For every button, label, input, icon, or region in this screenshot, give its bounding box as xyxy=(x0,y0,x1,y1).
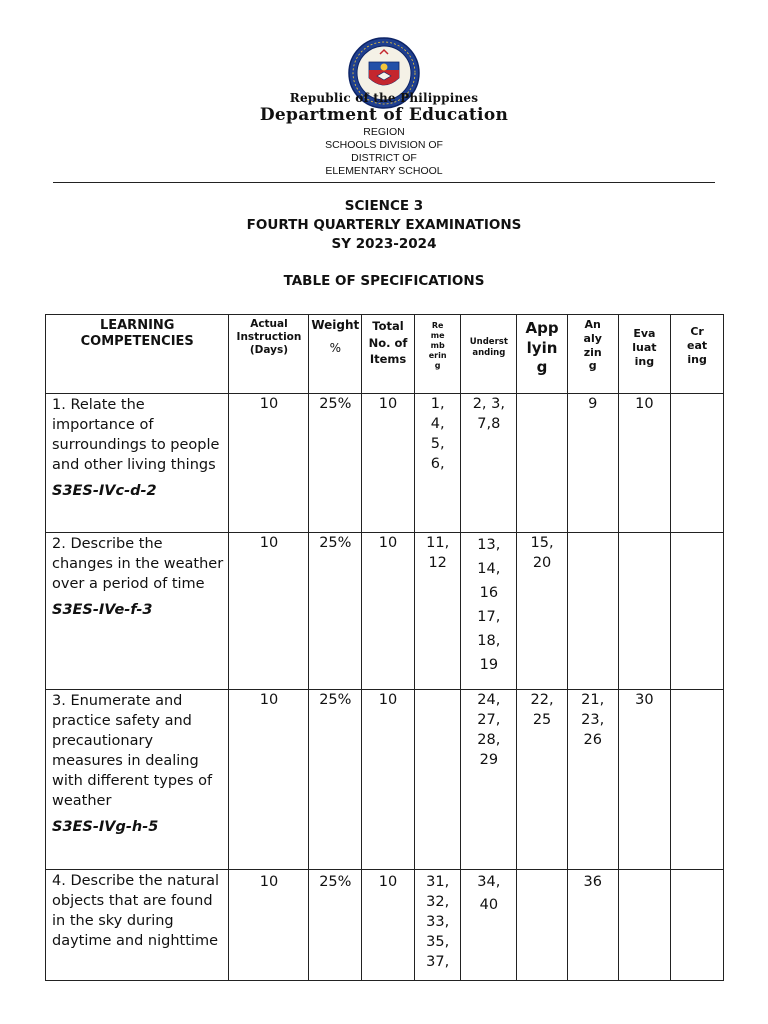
evaluating-cell xyxy=(618,870,671,981)
competency-cell xyxy=(46,690,229,870)
subject-title: SCIENCE 3 xyxy=(344,198,424,214)
weight-cell: 25% xyxy=(309,870,362,981)
col-header-weight xyxy=(309,315,362,394)
competency-code: S3ES-IVe-f-3 xyxy=(52,602,153,618)
division-line: SCHOOLS DIVISION OF xyxy=(325,139,443,151)
republic-line: Republic of the Philippines xyxy=(289,91,479,105)
competency-text: 4. Describe the natural objects that are found in the sky during daytime and nighttime xyxy=(52,873,220,949)
school-year: SY 2023-2024 xyxy=(331,236,437,252)
header-row xyxy=(46,315,724,394)
creating-cell xyxy=(671,533,724,690)
table-row xyxy=(46,394,724,533)
creating-cell xyxy=(671,394,724,533)
creating-cell xyxy=(671,870,724,981)
department-name: Department of Education xyxy=(259,105,509,125)
items-cell: 10 xyxy=(362,690,415,870)
understanding-cell: 34, 40 xyxy=(461,870,517,981)
competency-cell xyxy=(46,533,229,690)
col-header-analyzing: An aly zin g xyxy=(567,315,618,394)
applying-cell xyxy=(517,394,568,533)
weight-cell: 25% xyxy=(309,394,362,533)
remembering-cell xyxy=(414,690,461,870)
exam-title: FOURTH QUARTERLY EXAMINATIONS xyxy=(246,217,522,233)
weight-unit: % xyxy=(329,341,342,355)
days-cell: 10 xyxy=(229,690,309,870)
table-of-specifications xyxy=(45,314,724,981)
table-row xyxy=(46,870,724,981)
analyzing-cell: 21, 23, 26 xyxy=(567,690,618,870)
applying-cell: 22, 25 xyxy=(517,690,568,870)
days-cell: 10 xyxy=(229,394,309,533)
table-row xyxy=(46,533,724,690)
region-line: REGION xyxy=(363,126,405,138)
creating-cell xyxy=(671,690,724,870)
evaluating-cell: 30 xyxy=(618,690,671,870)
items-cell: 10 xyxy=(362,870,415,981)
weight-cell: 25% xyxy=(309,690,362,870)
days-cell: 10 xyxy=(229,870,309,981)
evaluating-cell xyxy=(618,533,671,690)
competency-cell xyxy=(46,394,229,533)
analyzing-cell: 36 xyxy=(567,870,618,981)
analyzing-cell: 9 xyxy=(567,394,618,533)
col-header-actual-days: Actual Instruction (Days) xyxy=(229,315,309,394)
competency-text: 3. Enumerate and practice safety and precautionary measures in dealing with different types of weather xyxy=(52,693,213,809)
weight-cell: 25% xyxy=(309,533,362,690)
header-divider xyxy=(53,182,715,183)
school-line: ELEMENTARY SCHOOL xyxy=(325,165,443,177)
col-header-creating: Cr eat ing xyxy=(671,315,724,394)
remembering-cell: 11, 12 xyxy=(414,533,461,690)
competency-code: S3ES-IVg-h-5 xyxy=(52,819,159,835)
applying-cell xyxy=(517,870,568,981)
competency-cell xyxy=(46,870,229,981)
understanding-cell: 13, 14, 16 17, 18, 19 xyxy=(461,533,517,690)
col-header-evaluating: Eva luat ing xyxy=(618,315,671,394)
weight-label: Weight xyxy=(311,318,360,332)
days-cell: 10 xyxy=(229,533,309,690)
col-header-applying: App lyin g xyxy=(517,315,568,394)
district-line: DISTRICT OF xyxy=(351,152,417,164)
col-header-understanding: Underst anding xyxy=(461,315,517,394)
evaluating-cell: 10 xyxy=(618,394,671,533)
analyzing-cell xyxy=(567,533,618,690)
understanding-cell: 2, 3, 7,8 xyxy=(461,394,517,533)
table-title: TABLE OF SPECIFICATIONS xyxy=(283,273,485,289)
items-cell: 10 xyxy=(362,394,415,533)
remembering-cell: 1, 4, 5, 6, xyxy=(414,394,461,533)
col-header-remembering: Re me mb erin g xyxy=(414,315,461,394)
competency-code: S3ES-IVc-d-2 xyxy=(52,483,157,499)
competency-text: 2. Describe the changes in the weather over a period of time xyxy=(52,536,224,592)
items-cell: 10 xyxy=(362,533,415,690)
col-header-total-items: Total No. of Items xyxy=(362,315,415,394)
applying-cell: 15, 20 xyxy=(517,533,568,690)
remembering-cell: 31, 32, 33, 35, 37, xyxy=(414,870,461,981)
col-header-competencies: LEARNING COMPETENCIES xyxy=(46,315,229,394)
competency-text: 1. Relate the importance of surroundings to people and other living things xyxy=(52,397,220,473)
understanding-cell: 24, 27, 28, 29 xyxy=(461,690,517,870)
table-row xyxy=(46,690,724,870)
